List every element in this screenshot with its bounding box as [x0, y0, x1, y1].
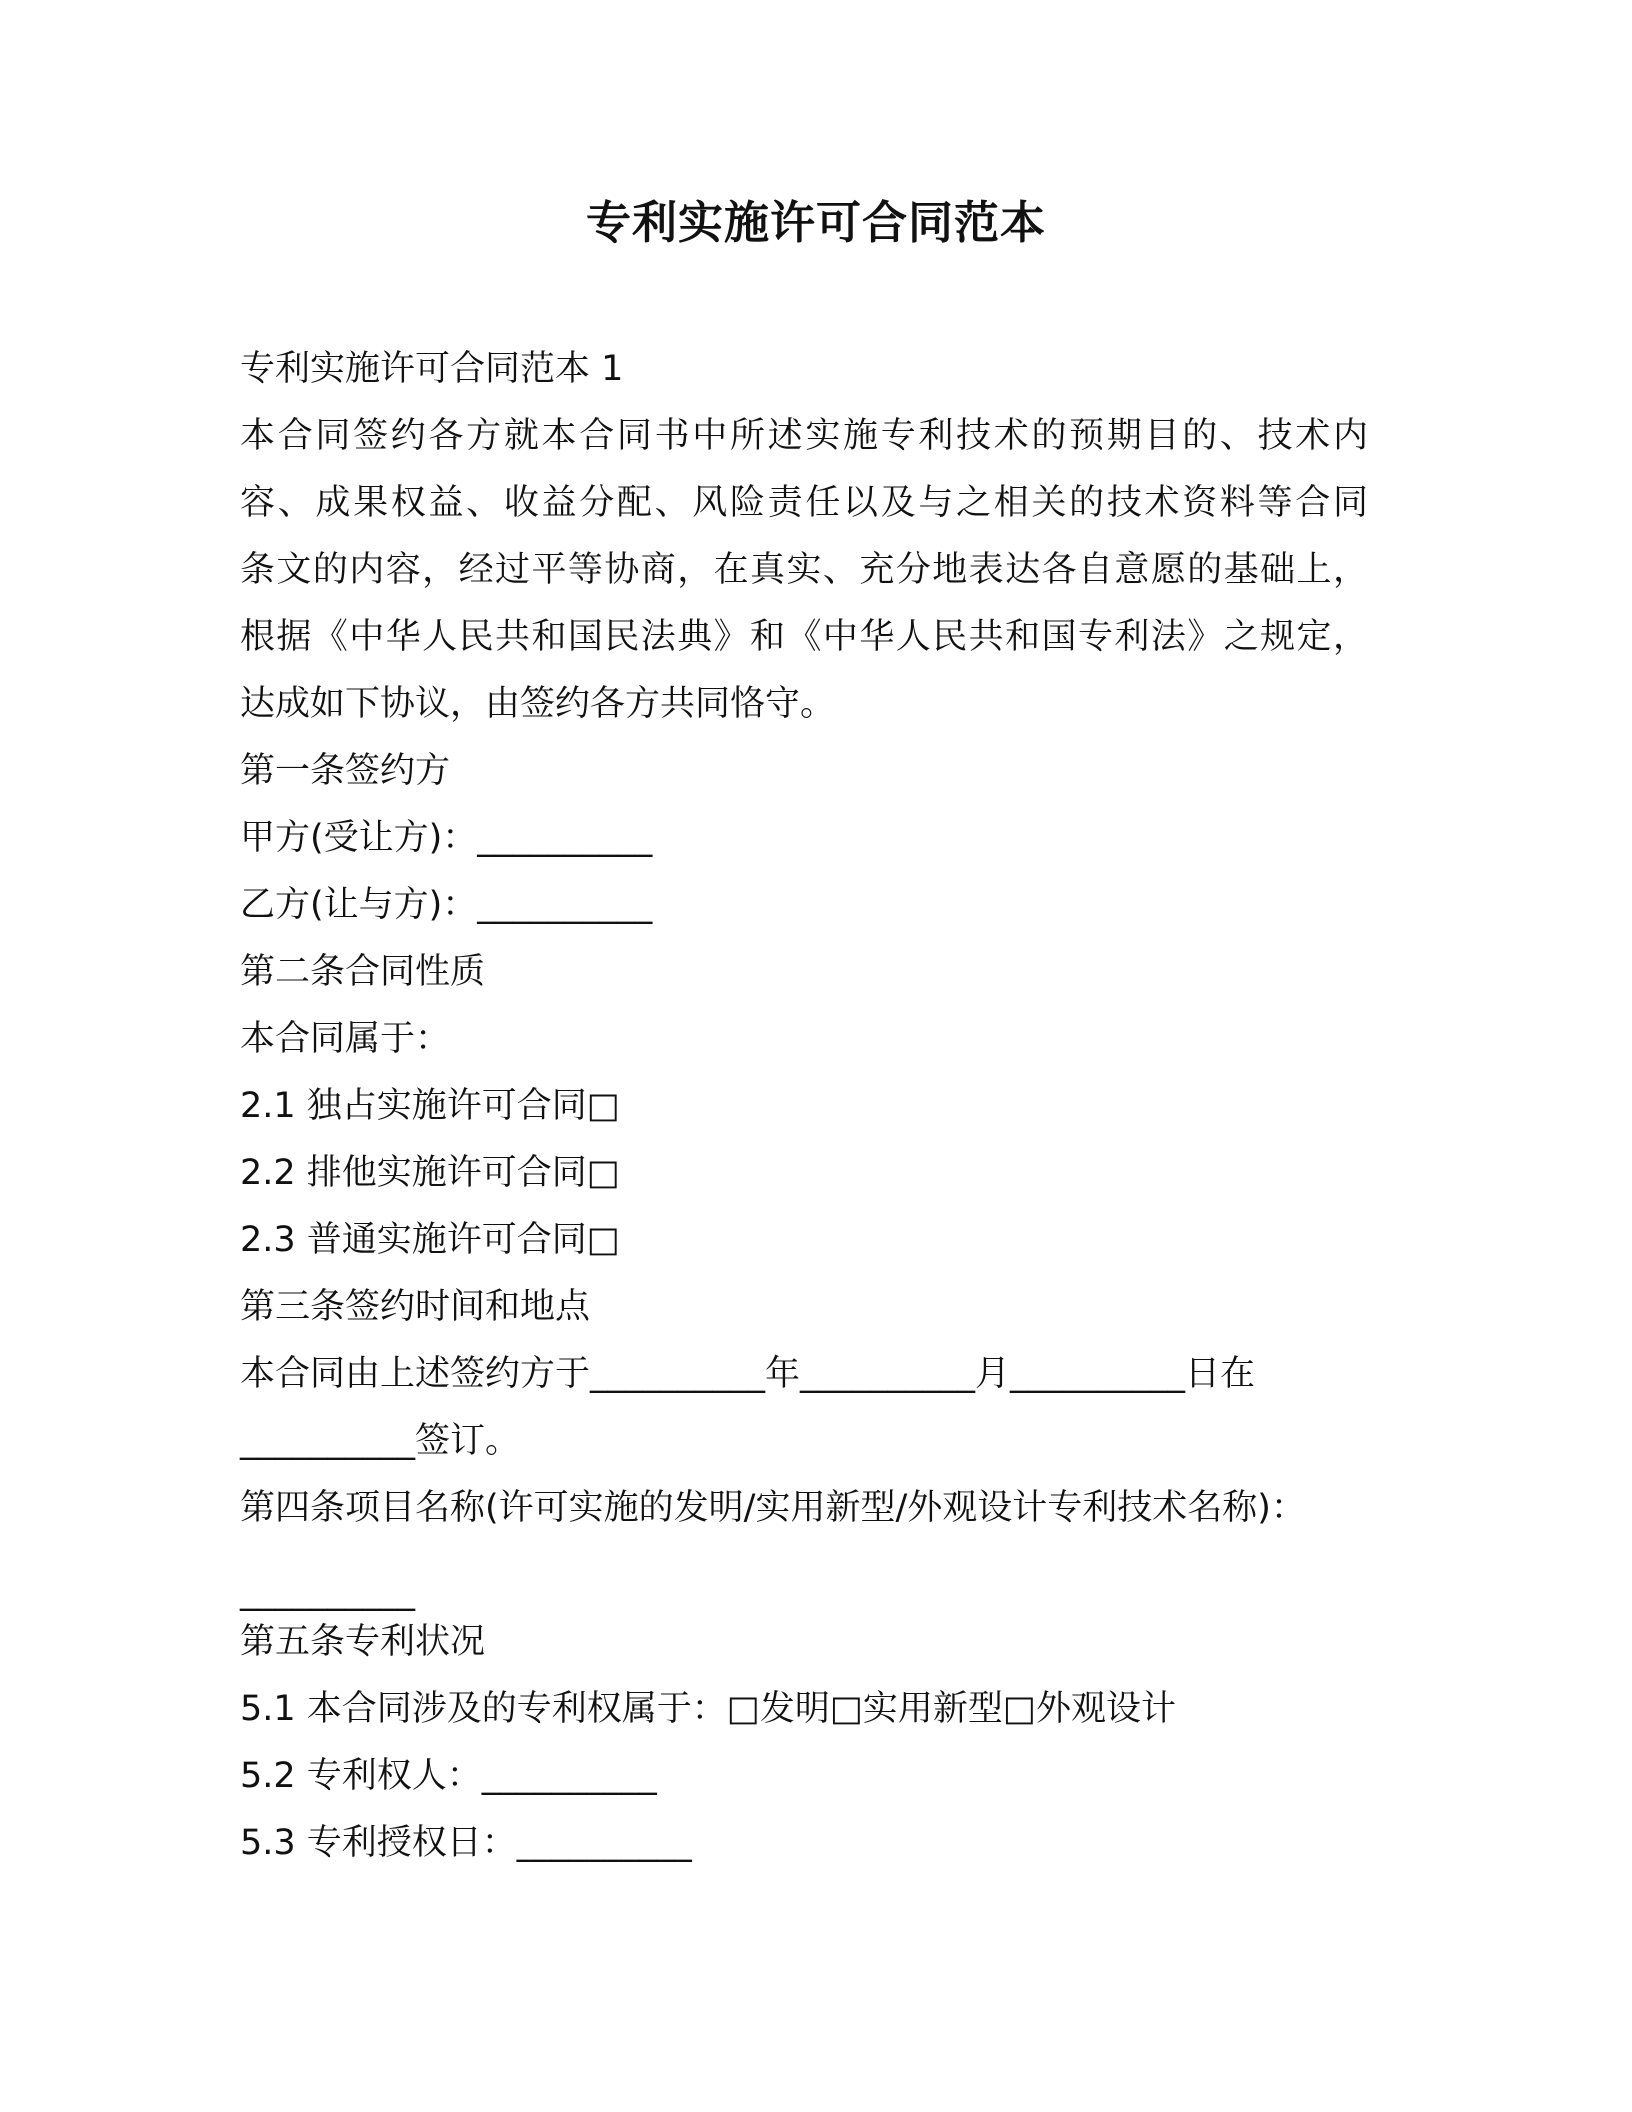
party-b-line: 乙方(让与方)：__________	[240, 885, 653, 925]
article-heading: 第一条签约方	[240, 751, 451, 791]
paragraph-line: 条文的内容，经过平等协商，在真实、充分地表达各自意愿的基础上，	[240, 550, 1368, 590]
paragraph-line: __________签订。	[240, 1421, 521, 1461]
option-line: 2.1 独占实施许可合同□	[240, 1086, 620, 1126]
section-heading: 专利实施许可合同范本 1	[240, 349, 624, 389]
paragraph-line: 根据《中华人民共和国民法典》和《中华人民共和国专利法》之规定，	[240, 617, 1368, 657]
document-title: 专利实施许可合同范本	[585, 196, 1046, 249]
paragraph-line: 5.2 专利权人：__________	[240, 1756, 657, 1796]
paragraph-line: 达成如下协议，由签约各方共同恪守。	[240, 684, 836, 724]
paragraph-line: 容、成果权益、收益分配、风险责任以及与之相关的技术资料等合同	[240, 483, 1368, 523]
paragraph-line: 5.1 本合同涉及的专利权属于：□发明□实用新型□外观设计	[240, 1689, 1176, 1729]
paragraph-line: 本合同属于：	[240, 1019, 451, 1059]
paragraph-line: 本合同由上述签约方于__________年__________月__________日在	[240, 1354, 1256, 1394]
article-heading: 第二条合同性质	[240, 952, 486, 992]
option-line: 2.3 普通实施许可合同□	[240, 1220, 620, 1260]
paragraph-line: 5.3 专利授权日：__________	[240, 1823, 692, 1863]
paragraph-line: 本合同签约各方就本合同书中所述实施专利技术的预期目的、技术内	[240, 416, 1368, 456]
article-heading: 第五条专利状况	[240, 1622, 486, 1662]
option-line: 2.2 排他实施许可合同□	[240, 1153, 620, 1193]
blank-line: __________	[240, 1572, 415, 1612]
party-a-line: 甲方(受让方)：__________	[240, 818, 653, 858]
article-heading: 第三条签约时间和地点	[240, 1287, 591, 1327]
article-heading: 第四条项目名称(许可实施的发明/实用新型/外观设计专利技术名称)：	[240, 1488, 1306, 1528]
